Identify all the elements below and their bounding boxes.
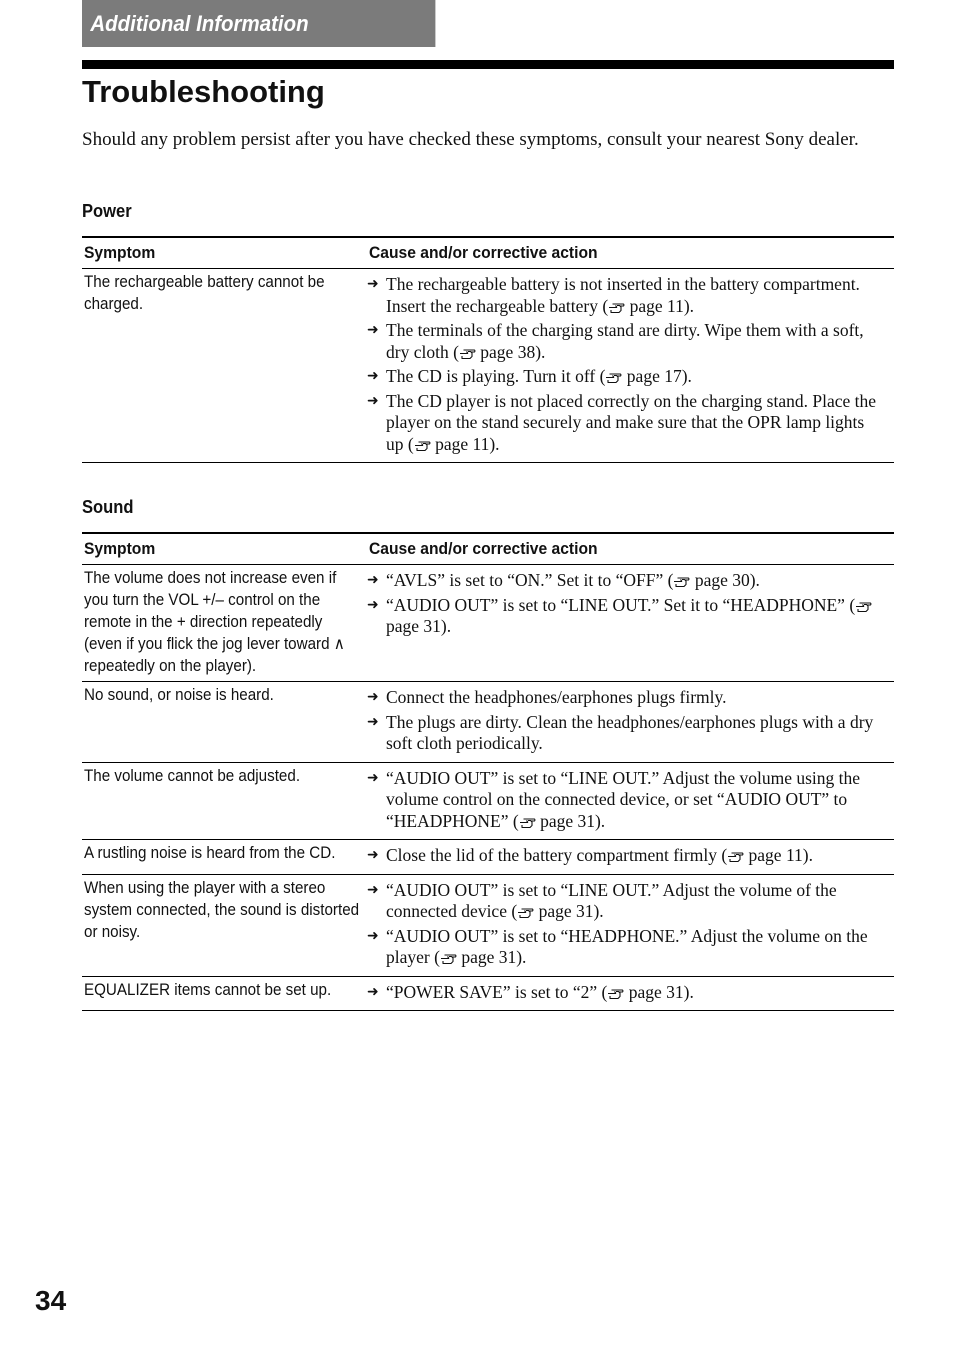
action-text: The CD player is not placed correctly on the charging stand. Place the player on the stand securely and make sure that the OPR lamp lights up (: [386, 390, 876, 454]
action-item: [367, 595, 886, 638]
action-text: The CD is playing. Turn it off (: [386, 366, 606, 386]
action-text: “AUDIO OUT” is set to “LINE OUT.” Adjust the volume using the volume control on the connected device, or set “AUDIO OUT” to “HEADPHONE” (: [386, 767, 861, 831]
sound-heading: Sound: [82, 497, 134, 517]
pointing-hand-icon: [517, 906, 534, 919]
table-header-row: [82, 237, 894, 269]
action-text: “AUDIO OUT” is set to “LINE OUT.” Adjust the volume of the connected device (: [386, 879, 837, 921]
action-item: [367, 320, 886, 363]
symptom-cell: [82, 565, 367, 682]
right-arrow-icon: ➜: [367, 769, 379, 786]
action-cell: [367, 840, 894, 875]
symptom-text: The volume does not increase even if you turn the VOL +/– control on the remote in the + direction repeatedly (even if you flick the jog lever toward ∧ repeatedly on the player).: [84, 569, 345, 675]
action-item: [367, 366, 886, 388]
right-arrow-icon: ➜: [367, 572, 379, 588]
action-cell: [367, 874, 894, 976]
page-reference: page 31).: [624, 981, 694, 1002]
action-item: [367, 712, 886, 755]
pointing-hand-icon: [414, 439, 431, 452]
symptom-text: The volume cannot be adjusted.: [84, 766, 301, 785]
action-text: The rechargeable battery is not inserted in the battery compartment. Insert the rechargeable battery (: [386, 274, 860, 316]
action-cell: [367, 269, 894, 463]
symptom-cell: [82, 840, 367, 875]
symptom-cell: [82, 976, 367, 1011]
right-arrow-icon: ➜: [367, 927, 379, 944]
table-row: [82, 269, 894, 463]
action-text: Connect the headphones/earphones plugs firmly.: [386, 687, 727, 707]
pointing-hand-icon: [855, 600, 872, 613]
action-item: [367, 274, 886, 317]
action-item: [367, 926, 886, 969]
sound-rows: [82, 565, 894, 1011]
symptom-cell: [82, 682, 367, 763]
page-reference: page 11).: [744, 845, 813, 865]
symptom-cell: [82, 874, 367, 976]
symptom-text: EQUALIZER items cannot be set up.: [84, 980, 332, 999]
section-tab: Additional Information: [82, 0, 435, 47]
table-header-row: [82, 533, 894, 565]
action-item: [367, 768, 886, 833]
title-rule: [82, 60, 894, 69]
pointing-hand-icon: [440, 952, 457, 965]
action-text: Close the lid of the battery compartment firmly (: [386, 845, 728, 865]
power-table: [82, 236, 894, 463]
right-arrow-icon: ➜: [367, 392, 379, 409]
cause-header: Cause and/or corrective action: [369, 243, 598, 262]
action-text: “POWER SAVE” is set to “2” (: [386, 981, 608, 1002]
right-arrow-icon: ➜: [367, 983, 379, 1000]
right-arrow-icon: ➜: [367, 276, 379, 292]
page-title: Troubleshooting: [82, 74, 325, 109]
page-reference: page 17).: [622, 366, 692, 386]
page-reference: page 30).: [690, 570, 760, 590]
table-row: [82, 762, 894, 840]
symptom-header: Symptom: [84, 539, 156, 558]
action-cell: [367, 976, 894, 1011]
page-reference: page 31).: [534, 901, 604, 921]
page-reference: page 38).: [475, 341, 546, 362]
page-reference: page 31).: [386, 616, 452, 636]
action-item: [367, 570, 886, 592]
action-text: The terminals of the charging stand are dirty. Wipe them with a soft, dry cloth (: [386, 320, 864, 362]
symptom-cell: [82, 269, 367, 463]
page-reference: page 31).: [456, 947, 527, 967]
table-row: [82, 874, 894, 976]
symptom-text: A rustling noise is heard from the CD.: [84, 844, 336, 862]
action-item: [367, 982, 886, 1004]
page-reference: page 11).: [430, 433, 500, 454]
power-heading: Power: [82, 201, 132, 221]
page-reference: page 31).: [535, 810, 606, 831]
action-cell: [367, 682, 894, 763]
pointing-hand-icon: [607, 987, 624, 1000]
action-item: [367, 880, 886, 923]
action-cell: [367, 762, 894, 840]
pointing-hand-icon: [519, 816, 536, 829]
sound-table: [82, 532, 894, 1011]
right-arrow-icon: ➜: [367, 713, 379, 730]
page-number: 34: [35, 1285, 67, 1316]
pointing-hand-icon: [605, 371, 622, 384]
pointing-hand-icon: [727, 850, 744, 863]
symptom-header: Symptom: [84, 243, 156, 262]
symptom-cell: [82, 762, 367, 840]
pointing-hand-icon: [608, 301, 625, 314]
table-row: [82, 682, 894, 763]
action-text: “AUDIO OUT” is set to “HEADPHONE.” Adjust the volume on the player (: [386, 925, 868, 967]
action-text: The plugs are dirty. Clean the headphones/earphones plugs with a dry soft cloth periodically.: [386, 711, 874, 753]
right-arrow-icon: ➜: [367, 881, 379, 898]
power-rows: [82, 269, 894, 463]
action-cell: [367, 565, 894, 682]
cause-header: Cause and/or corrective action: [369, 539, 598, 558]
symptom-text: When using the player with a stereo system connected, the sound is distorted or noisy.: [84, 878, 360, 941]
intro-paragraph: Should any problem persist after you have checked these symptoms, consult your nearest Sony dealer.: [82, 129, 859, 150]
symptom-text: The rechargeable battery cannot be charged.: [84, 273, 325, 313]
right-arrow-icon: ➜: [367, 596, 379, 613]
action-item: [367, 845, 886, 867]
symptom-text: No sound, or noise is heard.: [84, 686, 274, 704]
table-row: [82, 840, 894, 875]
right-arrow-icon: ➜: [367, 368, 379, 384]
action-item: [367, 391, 886, 456]
table-row: [82, 565, 894, 682]
right-arrow-icon: ➜: [367, 689, 379, 705]
table-row: [82, 976, 894, 1011]
pointing-hand-icon: [459, 347, 476, 360]
page-reference: page 11).: [625, 295, 695, 316]
action-text: “AVLS” is set to “ON.” Set it to “OFF” (: [386, 570, 674, 590]
action-item: [367, 687, 886, 709]
right-arrow-icon: ➜: [367, 322, 379, 338]
pointing-hand-icon: [673, 575, 690, 588]
action-text: “AUDIO OUT” is set to “LINE OUT.” Set it to “HEADPHONE” (: [386, 594, 856, 615]
right-arrow-icon: ➜: [367, 847, 379, 863]
